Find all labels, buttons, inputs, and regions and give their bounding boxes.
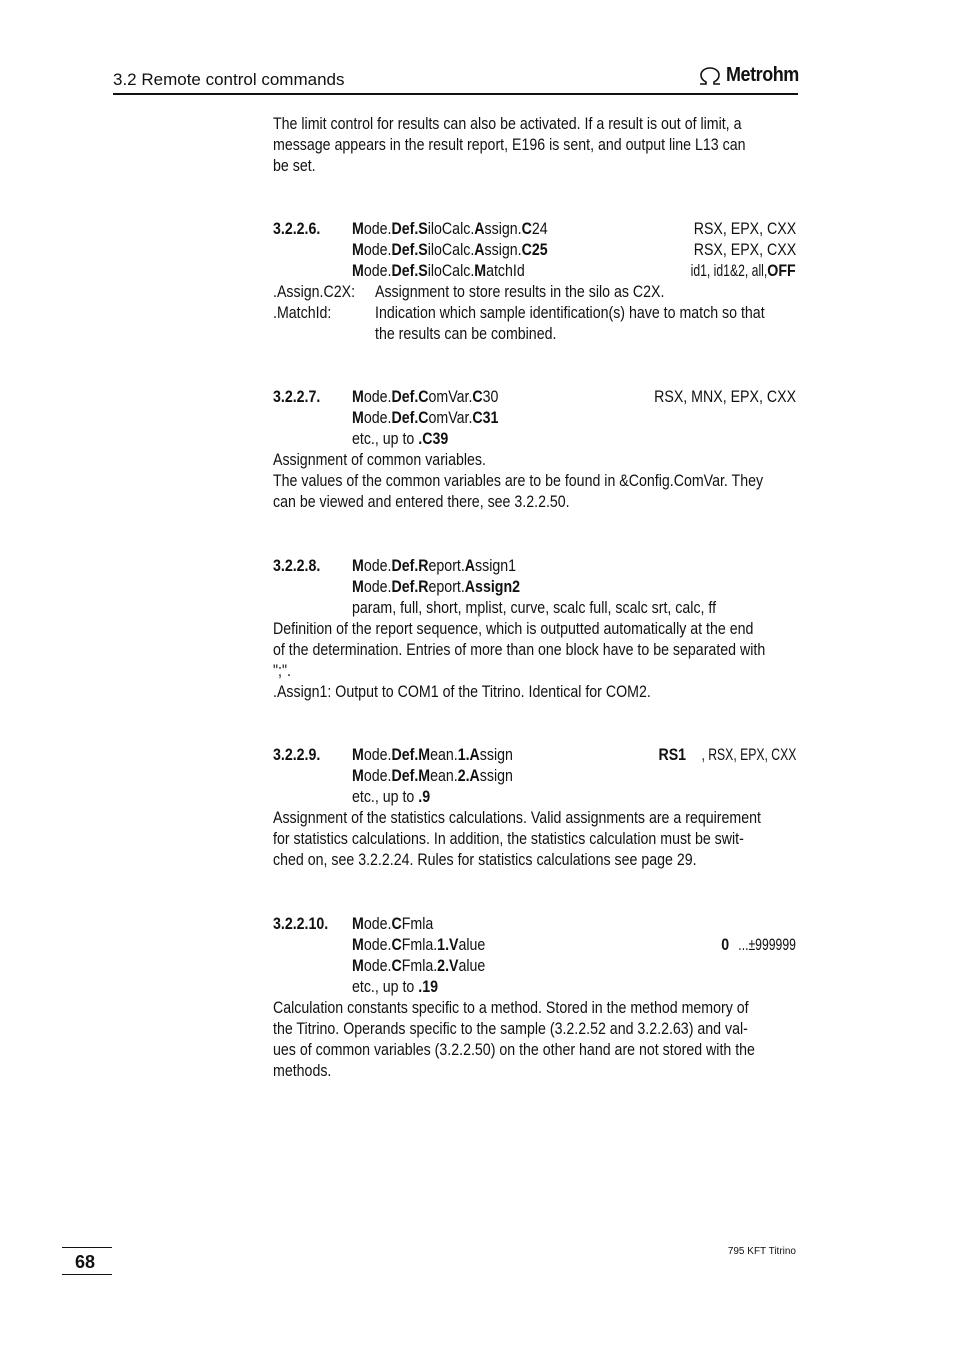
page-number: 68 [75, 1252, 96, 1272]
body-text: for statistics calculations. In addition, the statistics calculation must be swit- [273, 830, 744, 848]
command-line: Mode.Def.ComVar.C31 [352, 409, 499, 427]
command-line: Mode.Def.Report.Assign2 [352, 578, 521, 596]
parameter-description: the results can be combined. [375, 325, 557, 343]
command-line: etc., up to .9 [352, 788, 431, 806]
body-text: ues of common variables (3.2.2.50) on the other hand are not stored with the [273, 1041, 755, 1059]
command-line: Mode.Def.SiloCalc.MatchId [352, 262, 525, 280]
value-range: 0 ...±999999 [721, 936, 796, 954]
body-text: ";". [273, 662, 291, 680]
value-range: RS1 , RSX, EPX, CXX [657, 746, 796, 764]
body-text: ched on, see 3.2.2.24. Rules for statistics calculations see page 29. [273, 851, 697, 869]
section-number: 3.2.2.7. [273, 388, 321, 406]
body-text: Calculation constants specific to a method. Stored in the method memory of [273, 999, 749, 1017]
body-text: methods. [273, 1062, 332, 1080]
header-rule [113, 93, 798, 95]
parameter-description: Indication which sample identification(s) have to match so that [375, 304, 765, 322]
body-text: .Assign1: Output to COM1 of the Titrino. Identical for COM2. [273, 683, 651, 701]
body-text: The values of the common variables are to be found in &Config.ComVar. They [273, 472, 764, 490]
body-text: Assignment of the statistics calculations. Valid assignments are a requirement [273, 809, 761, 827]
command-line: etc., up to .C39 [352, 430, 449, 448]
command-line: Mode.Def.SiloCalc.Assign.C24 [352, 220, 548, 238]
command-line: etc., up to .19 [352, 978, 438, 996]
command-line: Mode.CFmla [352, 915, 434, 933]
value-range: id1, id1&2, all,OFF [690, 262, 796, 280]
command-line: Mode.Def.Mean.2.Assign [352, 767, 513, 785]
section-number: 3.2.2.10. [273, 915, 329, 933]
command-line: Mode.Def.SiloCalc.Assign.C25 [352, 241, 548, 259]
section-number: 3.2.2.6. [273, 220, 321, 238]
body-text: Assignment of common variables. [273, 451, 486, 469]
parameter-label: .Assign.C2X: [273, 283, 356, 301]
command-line: Mode.Def.Mean.1.Assign [352, 746, 513, 764]
parameter-label: .MatchId: [273, 304, 332, 322]
command-line: Mode.Def.Report.Assign1 [352, 557, 517, 575]
logo-text: Metrohm [726, 64, 799, 86]
product-name: 795 KFT Titrino [727, 1246, 796, 1257]
body-text: Definition of the report sequence, which is outputted automatically at the end [273, 620, 754, 638]
body-text: the Titrino. Operands specific to the sample (3.2.2.52 and 3.2.2.63) and val- [273, 1020, 748, 1038]
body-text: of the determination. Entries of more than one block have to be separated with [273, 641, 766, 659]
running-header: 3.2 Remote control commands [113, 70, 345, 89]
omega-icon [697, 66, 723, 86]
footer-rule-bottom [62, 1274, 112, 1275]
command-line: Mode.CFmla.1.Value [352, 936, 486, 954]
value-range: RSX, EPX, CXX [693, 220, 796, 238]
section-number: 3.2.2.8. [273, 557, 321, 575]
value-range: RSX, EPX, CXX [693, 241, 796, 259]
value-range: RSX, MNX, EPX, CXX [654, 388, 796, 406]
section-number: 3.2.2.9. [273, 746, 321, 764]
body-text: can be viewed and entered there, see 3.2.2.50. [273, 493, 570, 511]
command-line: Mode.Def.ComVar.C30 [352, 388, 499, 406]
command-line: Mode.CFmla.2.Value [352, 957, 486, 975]
parameter-description: Assignment to store results in the silo as C2X. [375, 283, 665, 301]
command-values: param, full, short, mplist, curve, scalc full, scalc srt, calc, ff [352, 599, 717, 617]
metrohm-logo [697, 64, 807, 87]
footer-rule-top [62, 1247, 112, 1248]
intro-paragraph: The limit control for results can also be activated. If a result is out of limit, a message appears in the result report, E196 is sent, and output line L13 can be set. [273, 115, 746, 175]
